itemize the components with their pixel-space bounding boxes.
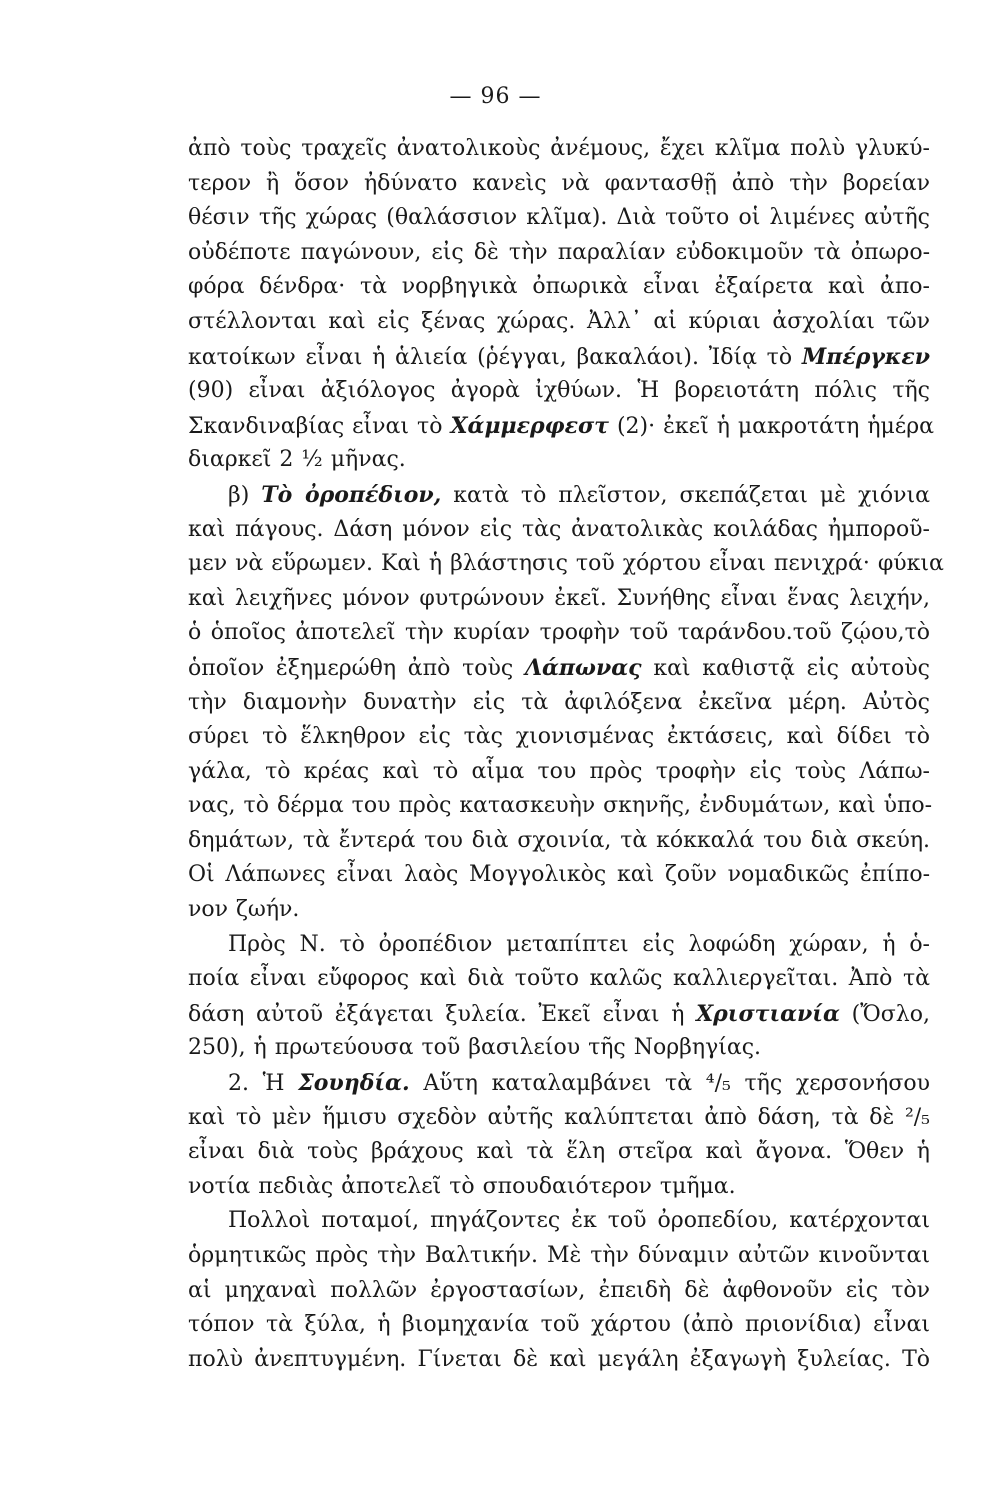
- text-segment: κατοίκων εἶναι ἡ ἁλιεία (ῥέγγαι, βακαλάοι). Ἰδίᾳ τὸ: [188, 344, 793, 370]
- text-line: [188, 478, 930, 513]
- text-line: εἶναι διὰ τοὺς βράχους καὶ τὰ ἕλη στεῖρα καὶ ἄγονα. Ὅθεν ἡ: [188, 1139, 930, 1165]
- text-line: [188, 1066, 930, 1101]
- text-segment: δάση αὐτοῦ ἐξάγεται ξυλεία. Ἐκεῖ εἶναι ἡ: [188, 1001, 685, 1027]
- text-line: Οἱ Λάπωνες εἶναι λαὸς Μογγολικὸς καὶ ζοῦν νομαδικῶς ἐπίπο-: [188, 862, 930, 888]
- text-line: ὁ ὁποῖος ἀποτελεῖ τὴν κυρίαν τροφὴν τοῦ ταράνδου.τοῦ ζῴου,τὸ: [188, 620, 930, 646]
- text-line: πολὺ ἀνεπτυγμένη. Γίνεται δὲ καὶ μεγάλη ἐξαγωγὴ ξυλείας. Τὸ: [188, 1346, 930, 1372]
- text-line: ἀπὸ τοὺς τραχεῖς ἀνατολικοὺς ἀνέμους, ἔχει κλῖμα πολὺ γλυκύ-: [188, 136, 930, 161]
- text-segment: κατὰ τὸ πλεῖστον, σκεπάζεται μὲ χιόνια: [453, 482, 930, 508]
- text-line: Πρὸς Ν. τὸ ὀροπέδιον μεταπίπτει εἰς λοφώδη χώραν, ἡ ὁ-: [228, 931, 930, 957]
- text-line: διαρκεῖ 2 ½ μῆνας.: [188, 447, 406, 473]
- text-line: νον ζωήν.: [188, 897, 300, 923]
- text-line: Πολλοὶ ποταμοί, πηγάζοντες ἐκ τοῦ ὀροπεδίου, κατέρχονται: [228, 1208, 930, 1234]
- text-line: [188, 997, 930, 1032]
- text-line: [188, 409, 934, 444]
- body-text: [188, 132, 944, 1377]
- section-marker: 2. Ἡ: [228, 1071, 285, 1097]
- text-segment: ὁποῖον ἐξημερώθη ἀπὸ τοὺς: [188, 655, 514, 681]
- text-line: καὶ πάγους. Δάση μόνον εἰς τὰς ἀνατολικὰς κοιλάδας ἠμποροῦ-: [188, 516, 930, 542]
- text-segment: (2)· ἐκεῖ ἡ μακροτάτη ἡμέρα: [616, 413, 934, 439]
- text-line: θέσιν τῆς χώρας (θαλάσσιον κλῖμα). Διὰ τοῦτο οἱ λιμένες αὐτῆς: [188, 205, 930, 231]
- text-line: καὶ τὸ μὲν ἥμισυ σχεδὸν αὐτῆς καλύπτεται ἀπὸ δάση, τὰ δὲ ²/₅: [188, 1104, 930, 1130]
- place-name-hammerfest: Χάμμερφεστ: [450, 412, 609, 439]
- place-name-christiania: Χριστιανία: [696, 1000, 840, 1027]
- text-line: αἱ μηχαναὶ πολλῶν ἐργοστασίων, ἐπειδὴ δὲ ἀφθονοῦν εἰς τὸν: [188, 1277, 930, 1303]
- text-line: σύρει τὸ ἕλκηθρον εἰς τὰς χιονισμένας ἐκτάσεις, καὶ δίδει τὸ: [188, 724, 930, 750]
- text-segment: Αὕτη καταλαμβάνει τὰ ⁴/₅ τῆς χερσονήσου: [423, 1071, 930, 1097]
- text-line: μεν νὰ εὕρωμεν. Καὶ ἡ βλάστησις τοῦ χόρτου εἶναι πενιχρά· φύκια: [188, 551, 944, 577]
- text-line: ὁρμητικῶς πρὸς τὴν Βαλτικήν. Μὲ τὴν δύναμιν αὐτῶν κινοῦνται: [188, 1243, 930, 1268]
- text-line: οὐδέποτε παγώνουν, εἰς δὲ τὴν παραλίαν εὐδοκιμοῦν τὰ ὀπωρο-: [188, 239, 930, 265]
- text-line: νας, τὸ δέρμα του πρὸς κατασκευὴν σκηνῆς, ἐνδυμάτων, καὶ ὑπο-: [188, 793, 933, 819]
- text-line: τερον ἢ ὅσον ἠδύνατο κανεὶς νὰ φαντασθῇ ἀπὸ τὴν βορείαν: [188, 170, 930, 196]
- text-line: φόρα δένδρα· τὰ νορβηγικὰ ὀπωρικὰ εἶναι ἐξαίρετα καὶ ἀπο-: [188, 274, 930, 300]
- text-segment: (Ὄσλο,: [851, 1001, 930, 1027]
- section-heading-plateau: Τὸ ὀροπέδιον,: [261, 481, 442, 508]
- text-line: καὶ λειχῆνες μόνον φυτρώνουν ἐκεῖ. Συνήθης εἶναι ἕνας λειχήν,: [188, 585, 930, 611]
- text-line: [188, 651, 930, 686]
- text-line: τόπον τὰ ξύλα, ἡ βιομηχανία τοῦ χάρτου (ἀπὸ πριονίδια) εἶναι: [188, 1312, 930, 1338]
- text-line: τὴν διαμονὴν δυνατὴν εἰς τὰ ἀφιλόξενα ἐκεῖνα μέρη. Αὐτὸς: [188, 689, 930, 715]
- text-segment: καὶ καθιστᾷ εἰς αὐτοὺς: [653, 655, 930, 681]
- people-name-lapps: Λάπωνας: [524, 654, 642, 681]
- place-name-bergen: Μπέργκεν: [801, 343, 930, 370]
- text-line: δημάτων, τὰ ἔντερά του διὰ σχοινία, τὰ κόκκαλά του διὰ σκεύη.: [188, 827, 930, 853]
- text-line: (90) εἶναι ἀξιόλογος ἀγορὰ ἰχθύων. Ἡ βορειοτάτη πόλις τῆς: [188, 378, 930, 404]
- text-line: νοτία πεδιὰς ἀποτελεῖ τὸ σπουδαιότερον τμῆμα.: [188, 1173, 736, 1199]
- section-heading-sweden: Σουηδία.: [298, 1070, 410, 1097]
- text-line: [188, 340, 930, 375]
- text-segment: Σκανδιναβίας εἶναι τὸ: [188, 413, 443, 439]
- text-line: στέλλονται καὶ εἰς ξένας χώρας. Ἀλλ᾽ αἱ κύριαι ἀσχολίαι τῶν: [188, 308, 930, 334]
- text-line: ποία εἶναι εὔφορος καὶ διὰ τοῦτο καλῶς καλλιεργεῖται. Ἀπὸ τὰ: [188, 966, 930, 992]
- text-line: 250), ἡ πρωτεύουσα τοῦ βασιλείου τῆς Νορβηγίας.: [188, 1035, 762, 1061]
- page-number: — 96 —: [449, 84, 542, 109]
- section-marker: β): [228, 482, 250, 508]
- text-line: γάλα, τὸ κρέας καὶ τὸ αἷμα του πρὸς τροφὴν εἰς τοὺς Λάπω-: [188, 758, 930, 784]
